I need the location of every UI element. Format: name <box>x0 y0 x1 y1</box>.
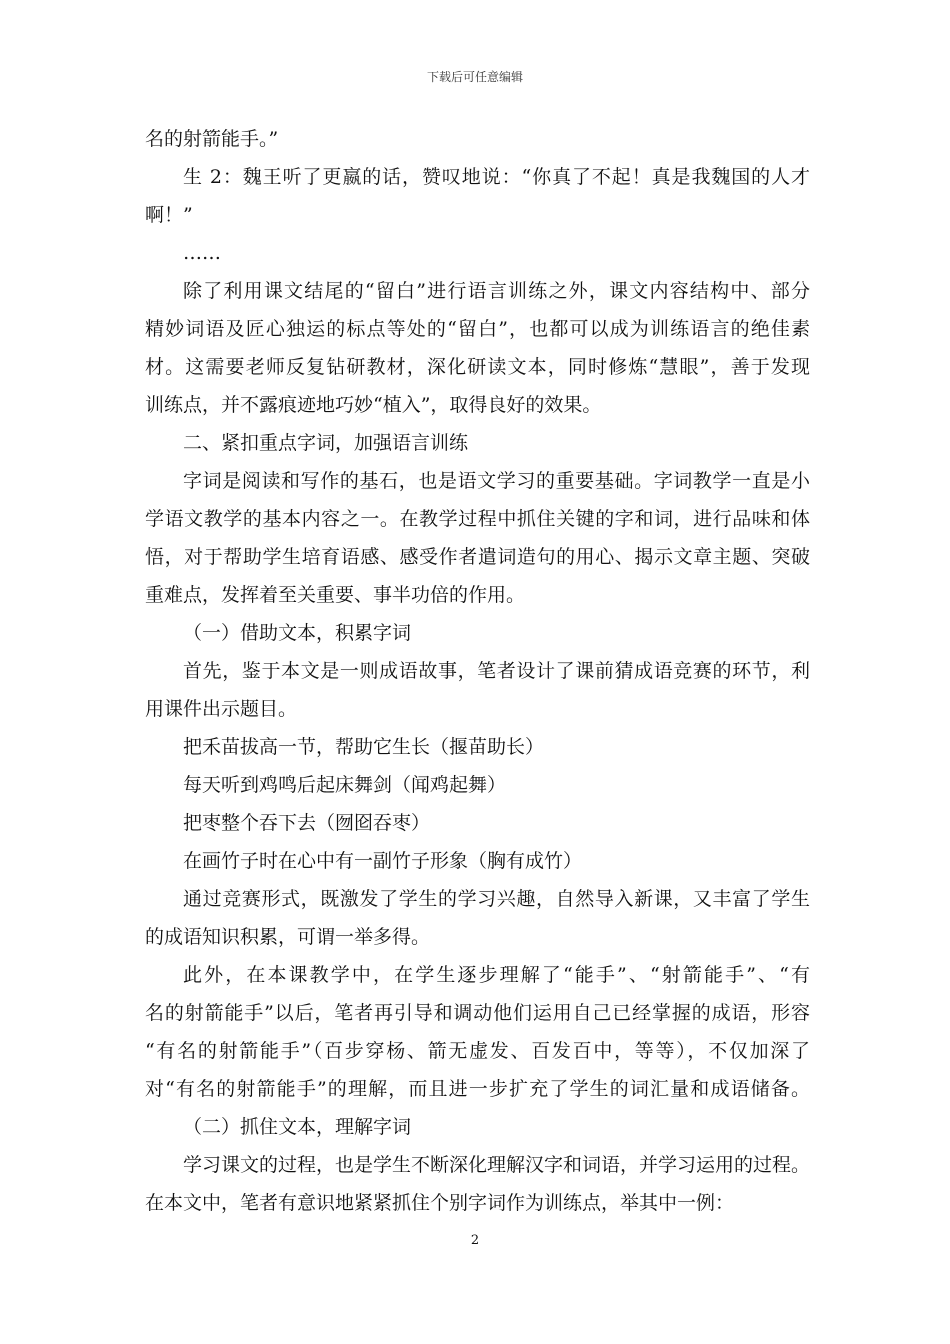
text-line: 名的射箭能手”以后，笔者再引导和调动他们运用自己已经掌握的成语，形容 <box>145 1002 810 1024</box>
text-line: 在本文中，笔者有意识地紧紧抓住个别字词作为训练点，举其中一例： <box>145 1192 735 1214</box>
text-line: 精妙词语及匠心独运的标点等处的“留白”，也都可以成为训练语言的绝佳素 <box>145 318 810 340</box>
page-number: 2 <box>470 1233 480 1248</box>
text-line: “有名的射箭能手”（百步穿杨、箭无虚发、百发百中，等等），不仅加深了 <box>145 1040 810 1062</box>
section-heading: 二、紧扣重点字词，加强语言训练 <box>183 432 469 454</box>
text-line: 啊！” <box>145 204 193 226</box>
text-line: 悟，对于帮助学生培育语感、感受作者遣词造句的用心、揭示文章主题、突破 <box>145 546 810 568</box>
subsection-heading: （二）抓住文本，理解字词 <box>183 1116 412 1138</box>
text-line: 除了利用课文结尾的“留白”进行语言训练之外，课文内容结构中、部分 <box>183 280 810 302</box>
text-line: 学语文教学的基本内容之一。在教学过程中抓住关键的字和词，进行品味和体 <box>145 508 810 530</box>
document-body <box>145 124 810 1226</box>
text-line: 把枣整个吞下去（囫囵吞枣） <box>183 812 431 834</box>
text-line: 重难点，发挥着至关重要、事半功倍的作用。 <box>145 584 526 606</box>
text-line: 字词是阅读和写作的基石，也是语文学习的重要基础。字词教学一直是小 <box>183 470 810 492</box>
text-line: 训练点，并不露痕迹地巧妙“植入”，取得良好的效果。 <box>145 394 602 416</box>
page-header: 下载后可任意编辑 <box>426 70 523 84</box>
text-line: 生 2：魏王听了更嬴的话，赞叹地说：“你真了不起！真是我魏国的人才 <box>183 166 810 188</box>
text-line: …… <box>183 242 221 264</box>
text-line: 用课件出示题目。 <box>145 698 298 720</box>
text-line: 每天听到鸡鸣后起床舞剑（闻鸡起舞） <box>183 774 507 796</box>
text-line: 名的射箭能手。” <box>145 128 279 150</box>
subsection-heading: （一）借助文本，积累字词 <box>183 622 412 644</box>
text-line: 的成语知识积累，可谓一举多得。 <box>145 926 431 948</box>
text-line: 材。这需要老师反复钻研教材，深化研读文本，同时修炼“慧眼”，善于发现 <box>145 356 810 378</box>
text-line: 在画竹子时在心中有一副竹子形象（胸有成竹） <box>183 850 583 872</box>
text-line: 此外，在本课教学中，在学生逐步理解了“能手”、“射箭能手”、“有 <box>183 964 810 986</box>
text-line: 把禾苗拔高一节，帮助它生长（揠苗助长） <box>183 736 545 758</box>
text-line: 对“有名的射箭能手”的理解，而且进一步扩充了学生的词汇量和成语储备。 <box>145 1078 810 1100</box>
text-line: 学习课文的过程，也是学生不断深化理解汉字和词语，并学习运用的过程。 <box>183 1154 810 1176</box>
text-line: 通过竞赛形式，既激发了学生的学习兴趣，自然导入新课，又丰富了学生 <box>183 888 810 910</box>
text-line: 首先，鉴于本文是一则成语故事，笔者设计了课前猜成语竞赛的环节，利 <box>183 660 810 682</box>
